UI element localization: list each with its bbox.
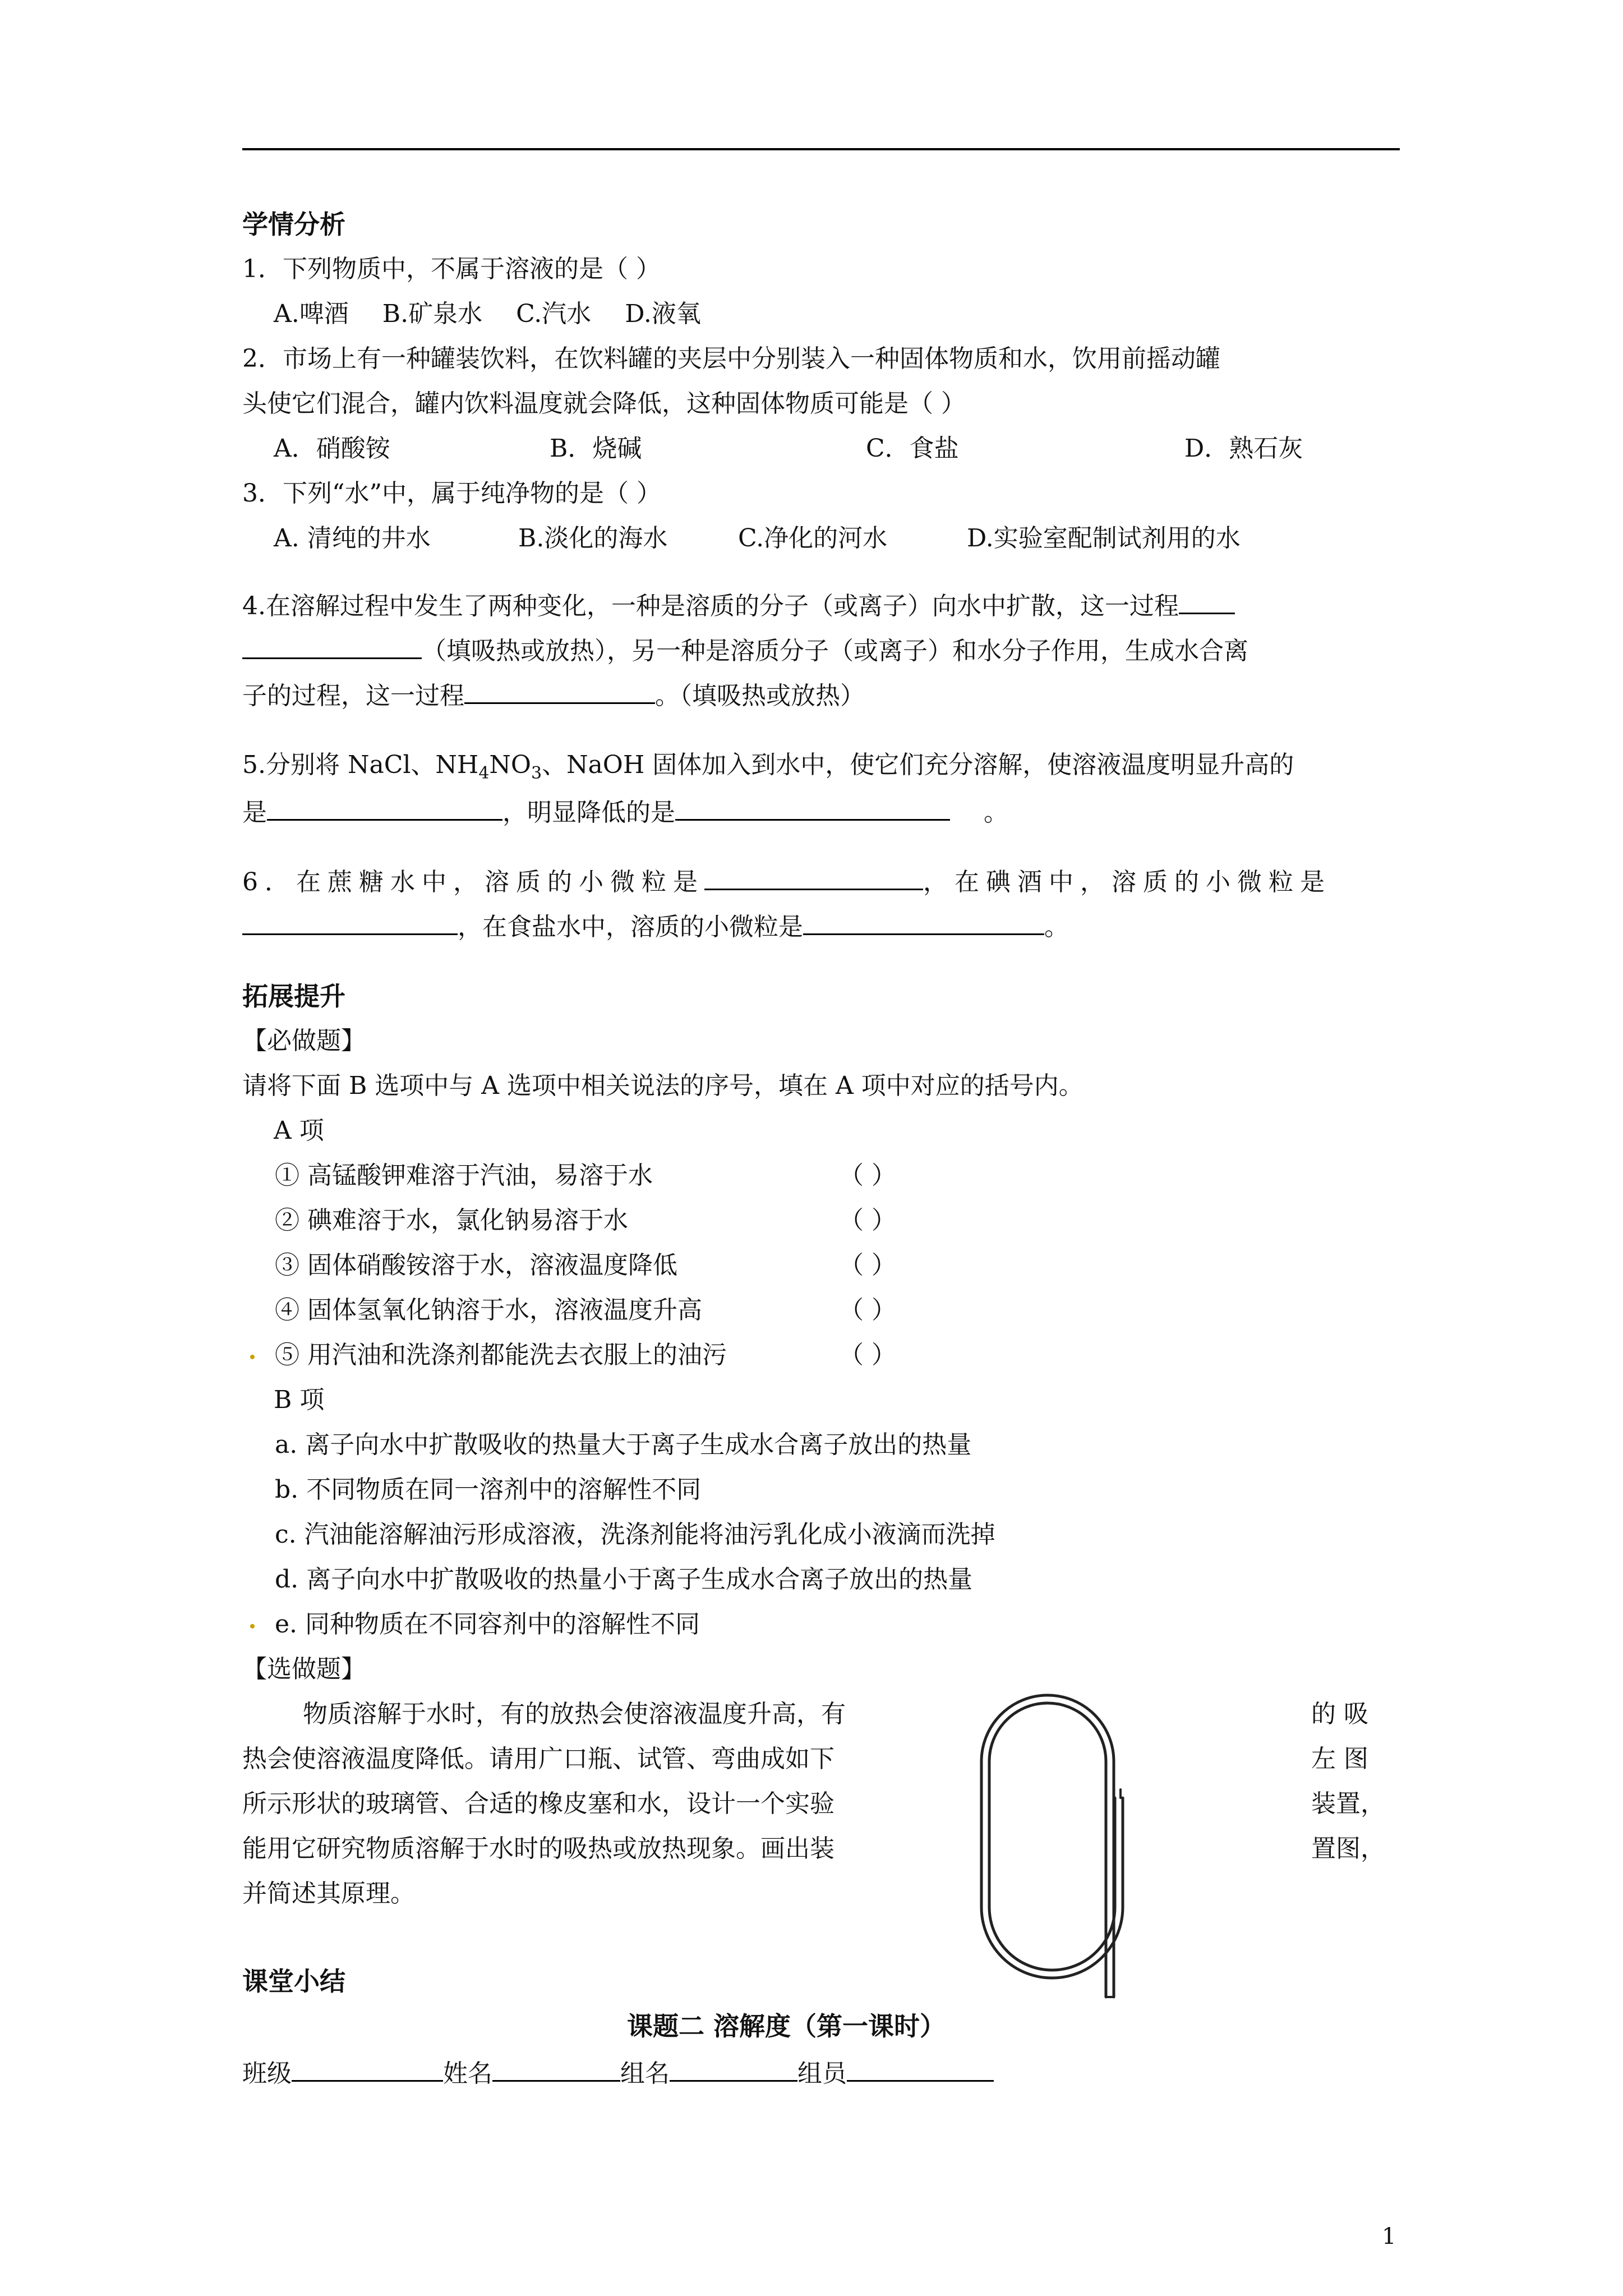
a-list-title: A 项 xyxy=(274,1116,324,1145)
question-2-option-b: B．烧碱 xyxy=(550,434,642,463)
option: C.汽水 xyxy=(516,300,592,328)
b-list-title: B 项 xyxy=(274,1386,325,1414)
question-6-text: 6．在蔗糖水中，溶质的小微粒是 xyxy=(242,868,704,896)
question-2-line1: 2．市场上有一种罐装饮料，在饮料罐的夹层中分别装入一种固体物质和水，饮用前摇动罐 xyxy=(242,344,1220,373)
option: A.啤酒 xyxy=(274,300,349,328)
question-6-text: 。 xyxy=(1044,913,1069,941)
question-6-text: ，在食盐水中，溶质的小微粒是 xyxy=(458,913,803,941)
question-4-text: 4.在溶解过程中发生了两种变化，一种是溶质的分子（或离子）向水中扩散，这一过程 xyxy=(242,592,1179,620)
question-5-line1 xyxy=(242,749,1294,789)
page-number: 1 xyxy=(1382,2224,1396,2249)
subscript: 3 xyxy=(531,763,542,783)
question-3-option-c: C.净化的河水 xyxy=(738,524,888,553)
group-label: 组名 xyxy=(620,2059,670,2088)
mark-dot xyxy=(250,1609,255,1640)
mark-dot xyxy=(250,1340,255,1371)
question-6-text: ，在碘酒中，溶质的小微粒是 xyxy=(923,868,1331,896)
required-label: 【必做题】 xyxy=(242,1027,366,1055)
b-item: c. 汽油能溶解油污形成溶液，洗涤剂能将油污乳化成小液滴而洗掉 xyxy=(275,1520,995,1549)
question-2-line2: 头使它们混合，罐内饮料温度就会降低，这种固体物质可能是（ ） xyxy=(242,389,966,418)
question-2-option-c: C．食盐 xyxy=(866,434,959,463)
b-item: b. 不同物质在同一溶剂中的溶解性不同 xyxy=(275,1475,702,1504)
question-4-line2 xyxy=(242,633,1248,667)
optional-text: 的 吸 xyxy=(1311,1700,1368,1728)
members-label: 组员 xyxy=(797,2059,847,2088)
name-label: 姓名 xyxy=(443,2059,492,2088)
answer-paren[interactable]: （ ） xyxy=(839,1341,896,1369)
question-4-line3 xyxy=(242,678,865,712)
class-field[interactable] xyxy=(292,2055,443,2082)
question-4-text: 。（填吸热或放热） xyxy=(655,682,865,710)
answer-blank[interactable] xyxy=(1179,588,1235,614)
question-5-text: 5.分别将 NaCl、NH xyxy=(242,751,479,779)
header-rule xyxy=(242,148,1400,150)
question-5-text: ，明显降低的是 xyxy=(502,798,675,827)
question-4-text: 子的过程，这一过程 xyxy=(242,682,464,710)
section-heading-extend: 拓展提升 xyxy=(242,981,345,1011)
answer-paren[interactable]: （ ） xyxy=(839,1296,896,1324)
name-field[interactable] xyxy=(492,2055,620,2082)
b-item: e. 同种物质在不同容剂中的溶解性不同 xyxy=(275,1610,700,1639)
answer-blank[interactable] xyxy=(803,909,1044,935)
answer-blank[interactable] xyxy=(267,794,502,821)
question-5-text: 是 xyxy=(242,798,267,827)
question-1-options xyxy=(274,298,701,330)
a-item: ③ 固体硝酸铵溶于水，溶液温度降低 xyxy=(275,1251,677,1280)
question-5-line2 xyxy=(242,794,1008,829)
optional-text: 左 图 xyxy=(1311,1745,1368,1773)
question-2-option-a: A．硝酸铵 xyxy=(274,434,390,463)
question-2-option-d: D．熟石灰 xyxy=(1184,434,1303,463)
optional-label: 【选做题】 xyxy=(242,1655,366,1683)
answer-paren[interactable]: （ ） xyxy=(839,1251,896,1280)
class-label: 班级 xyxy=(242,2059,292,2088)
a-item: ② 碘难溶于水，氯化钠易溶于水 xyxy=(275,1206,628,1235)
option: D.液氧 xyxy=(625,300,701,328)
student-info-form xyxy=(242,2055,994,2090)
optional-text: 能用它研究物质溶解于水时的吸热或放热现象。画出装 xyxy=(242,1834,834,1863)
question-5-text: 。 xyxy=(984,798,1008,827)
question-6-line1 xyxy=(242,864,1331,898)
a-item: ⑤ 用汽油和洗涤剂都能洗去衣服上的油污 xyxy=(275,1341,727,1369)
question-3-option-d: D.实验室配制试剂用的水 xyxy=(967,524,1241,553)
question-6-line2 xyxy=(242,909,1069,943)
question-5-text: NO xyxy=(489,751,531,779)
question-5-text: 、NaOH 固体加入到水中，使它们充分溶解，使溶液温度明显升高的 xyxy=(542,751,1294,779)
answer-blank[interactable] xyxy=(242,633,422,659)
question-3-option-b: B.淡化的海水 xyxy=(518,524,668,553)
question-3-stem: 3．下列“水”中，属于纯净物的是（ ） xyxy=(242,479,661,508)
optional-text: 装置， xyxy=(1311,1789,1385,1818)
section-heading-summary: 课堂小结 xyxy=(242,1966,345,1996)
optional-text: 置图， xyxy=(1311,1834,1385,1863)
members-field[interactable] xyxy=(847,2055,994,2082)
optional-text: 所示形状的玻璃管、合适的橡皮塞和水，设计一个实验 xyxy=(242,1789,834,1818)
question-4-text: （填吸热或放热），另一种是溶质分子（或离子）和水分子作用，生成水合离 xyxy=(422,637,1248,665)
option: B.矿泉水 xyxy=(382,300,483,328)
bent-glass-tube-figure xyxy=(969,1691,1238,2005)
question-4-line1 xyxy=(242,588,1235,622)
optional-text: 物质溶解于水时，有的放热会使溶液温度升高，有 xyxy=(303,1700,846,1728)
a-item: ① 高锰酸钾难溶于汽油，易溶于水 xyxy=(275,1161,653,1190)
subscript: 4 xyxy=(478,763,490,783)
answer-paren[interactable]: （ ） xyxy=(839,1161,896,1190)
question-1-stem: 1．下列物质中，不属于溶液的是（ ） xyxy=(242,255,661,283)
answer-blank[interactable] xyxy=(675,794,950,821)
match-instruction: 请将下面 B 选项中与 A 选项中相关说法的序号，填在 A 项中对应的括号内。 xyxy=(242,1071,1083,1100)
question-3-option-a: A. 清纯的井水 xyxy=(274,524,431,553)
answer-blank[interactable] xyxy=(464,678,655,704)
optional-text: 热会使溶液温度降低。请用广口瓶、试管、弯曲成如下 xyxy=(242,1745,834,1773)
answer-blank[interactable] xyxy=(704,864,923,890)
b-item: d. 离子向水中扩散吸收的热量小于离子生成水合离子放出的热量 xyxy=(275,1565,973,1594)
b-item: a. 离子向水中扩散吸收的热量大于离子生成水合离子放出的热量 xyxy=(275,1430,972,1459)
optional-text: 并简述其原理。 xyxy=(242,1879,415,1908)
answer-paren[interactable]: （ ） xyxy=(839,1206,896,1235)
answer-blank[interactable] xyxy=(242,909,458,935)
group-field[interactable] xyxy=(670,2055,797,2082)
a-item: ④ 固体氢氧化钠溶于水，溶液温度升高 xyxy=(275,1296,702,1324)
topic-title: 课题二 溶解度（第一课时） xyxy=(627,2011,946,2041)
section-heading-analysis: 学情分析 xyxy=(242,209,345,240)
